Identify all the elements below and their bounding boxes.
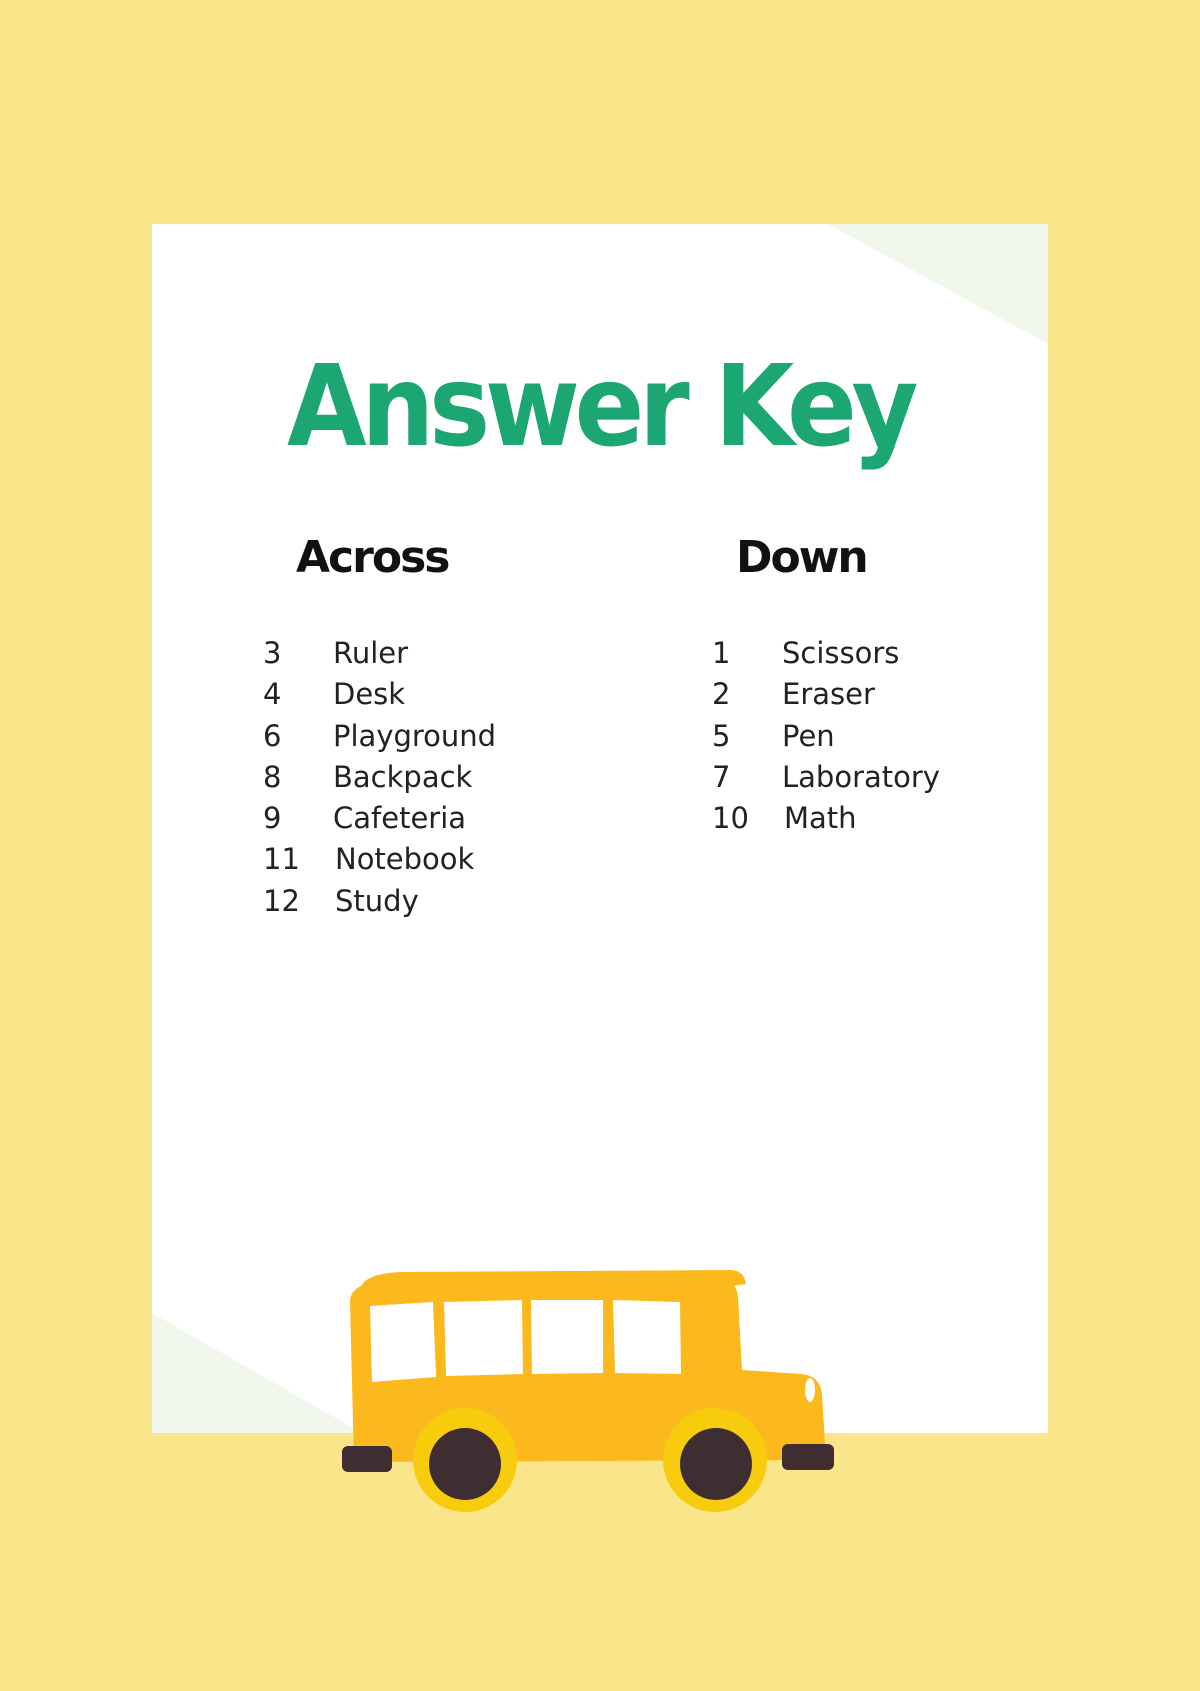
answer-key-card	[152, 224, 1048, 1433]
answer-word: Laboratory	[782, 759, 940, 794]
clue-number: 5	[712, 718, 731, 753]
answer-word: Playground	[333, 718, 497, 753]
clue-number: 6	[263, 718, 282, 753]
answer-word: Cafeteria	[333, 801, 467, 836]
clue-number: 9	[263, 801, 282, 836]
corner-decoration-top-right	[828, 224, 1048, 344]
answer-word: Study	[335, 883, 419, 918]
clue-number: 8	[263, 759, 282, 794]
clue-number: 10	[712, 801, 749, 836]
clue-number: 12	[263, 883, 300, 918]
page-title: Answer Key	[286, 342, 914, 472]
answer-word: Scissors	[782, 636, 900, 670]
clue-number: 11	[263, 842, 300, 877]
answer-word: Notebook	[335, 842, 475, 877]
answer-word: Math	[784, 801, 857, 836]
clue-number: 4	[263, 677, 282, 712]
answer-word: Ruler	[333, 636, 409, 670]
clue-number: 3	[263, 636, 282, 670]
clue-number: 1	[712, 636, 731, 670]
clue-number: 7	[712, 759, 731, 794]
corner-decoration-bottom-left	[152, 1313, 362, 1433]
answer-word: Pen	[782, 718, 835, 753]
school-bus-icon	[340, 1262, 840, 1512]
across-heading: Across	[296, 532, 449, 583]
clue-number: 2	[712, 677, 731, 712]
answer-word: Eraser	[782, 677, 875, 712]
answer-word: Backpack	[333, 759, 473, 794]
down-heading: Down	[736, 532, 867, 583]
answer-word: Desk	[333, 677, 406, 712]
